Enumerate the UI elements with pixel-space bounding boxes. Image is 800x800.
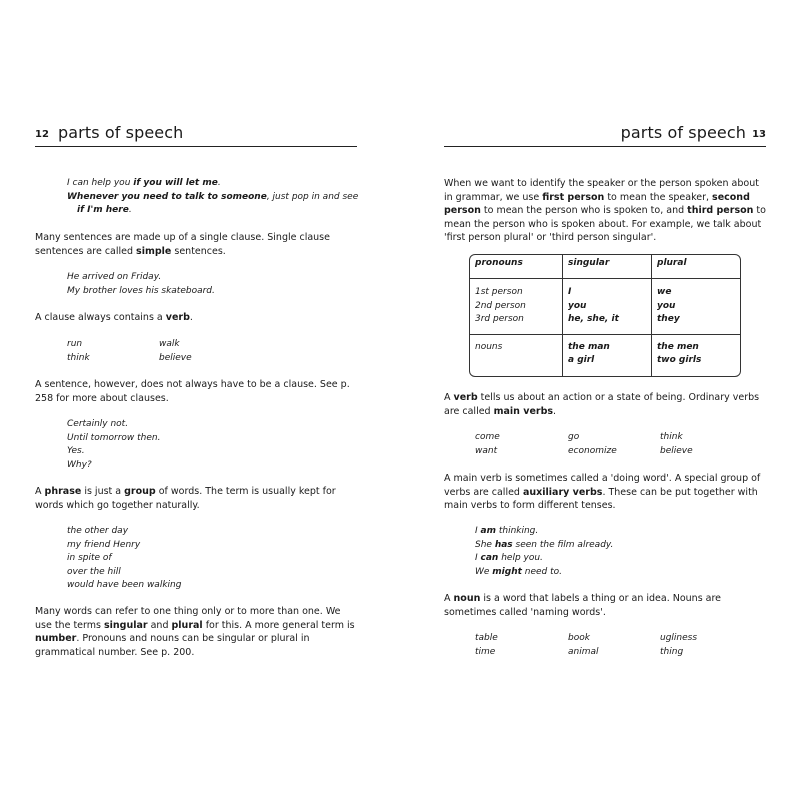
table-header-singular: singular (563, 255, 652, 279)
table-cell-singular-nouns: the man a girl (563, 335, 652, 376)
example-main-verbs: come go think want economize believe (475, 432, 693, 456)
table-cell-nouns-label: nouns (470, 335, 563, 376)
paragraph-person: When we want to identify the speaker or the person spoken about in grammar, we use first person to mean the speaker, second person to mean the person who is spoken to, and third person to mean the person who is spoken about. For example, we talk about 'first person plural' or 'third person singular'. (444, 178, 766, 243)
table-cell-singular-pronouns: I you he, she, it (563, 279, 652, 335)
example-phrases: the other day my friend Henry in spite of over the hill would have been walking (67, 526, 182, 590)
example-conditional-clauses: I can help you if you will let me. Whenever you need to talk to someone, just pop in and see if I'm here. (67, 178, 359, 215)
right-page-header (444, 120, 766, 147)
example-simple-sentences: He arrived on Friday. My brother loves his skateboard. (67, 272, 215, 296)
paragraph-simple-sentences: Many sentences are made up of a single clause. Single clause sentences are called simple sentences. (35, 232, 330, 257)
table-cell-persons: 1st person 2nd person 3rd person (470, 279, 563, 335)
table-header-pronouns: pronouns (470, 255, 563, 279)
person-table (469, 254, 741, 377)
table-header-plural: plural (652, 255, 740, 279)
table-cell-plural-nouns: the men two girls (657, 341, 702, 365)
left-page-header (35, 120, 357, 147)
paragraph-sentence-clause: A sentence, however, does not always have to be a clause. See p. 258 for more about clauses. (35, 379, 350, 404)
example-auxiliary-verbs: I am thinking. She has seen the film already. I can help you. We might need to. (475, 526, 614, 577)
table-row (470, 279, 740, 335)
example-verbs: run walk think believe (67, 339, 192, 363)
table-row (470, 335, 740, 376)
example-non-clause-sentences: Certainly not. Until tomorrow then. Yes. Why? (67, 419, 161, 470)
page-title: parts of speech (620, 123, 746, 142)
paragraph-auxiliary-verbs: A main verb is sometimes called a 'doing word'. A special group of verbs are called auxiliary verbs. These can be put together with main verbs to form different tenses. (444, 473, 761, 511)
paragraph-noun: A noun is a word that labels a thing or an idea. Nouns are sometimes called 'naming words'. (444, 593, 722, 618)
paragraph-number: Many words can refer to one thing only or to more than one. We use the terms singular and plural for this. A more general term is number. Pronouns and nouns can be singular or plural in grammatical number. See p. 200. (35, 606, 355, 658)
paragraph-phrase: A phrase is just a group of words. The term is usually kept for words which go together naturally. (35, 486, 336, 511)
page-number: 13 (752, 129, 766, 140)
paragraph-clause-verb: A clause always contains a verb. (35, 312, 193, 323)
page-title: parts of speech (58, 123, 184, 142)
table-cell-plural-pronouns: we you they (652, 279, 740, 335)
page-number: 12 (35, 129, 49, 140)
example-nouns: table book ugliness time animal thing (475, 633, 698, 657)
paragraph-main-verbs: A verb tells us about an action or a state of being. Ordinary verbs are called main verbs. (444, 392, 760, 417)
